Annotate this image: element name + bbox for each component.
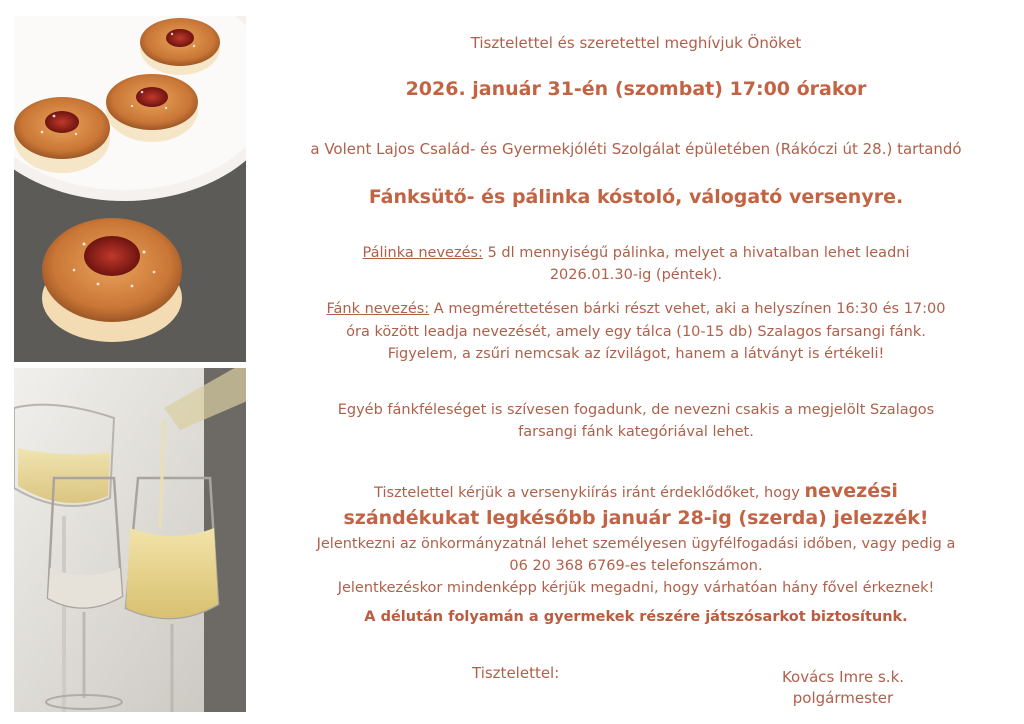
fank-entry-line2: óra között leadja nevezését, amely egy tálca (10-15 db) Szalagos farsangi fánk.: [346, 324, 926, 340]
registration-line1: [258, 480, 1014, 502]
fank-entry-text: A megmérettetésen bárki részt vehet, aki a helyszínen 16:30 és 17:00: [433, 301, 946, 317]
kids-note: A délután folyamán a gyermekek részére játszósarkot biztosítunk.: [364, 609, 908, 625]
palinka-photo: [14, 368, 246, 712]
other-donuts-line2: farsangi fánk kategóriával lehet.: [518, 424, 754, 440]
fank-entry-label: Fánk nevezés:: [326, 301, 430, 317]
signature-name: Kovács Imre s.k.: [781, 668, 905, 686]
registration-line5: Jelentkezéskor mindenképp kérjük megadni, hogy várhatóan hány fővel érkeznek!: [337, 580, 935, 596]
palinka-entry-line2: 2026.01.30-ig (péntek).: [549, 267, 723, 283]
fank-entry-line3: Figyelem, a zsűri nemcsak az ízvilágot, hanem a látványt is értékeli!: [387, 346, 885, 362]
registration-phone: 06 20 368 6769-es telefonszámon.: [509, 558, 763, 574]
registration-prefix: Tisztelettel kérjük a versenykiírás iránt érdeklődőket, hogy: [374, 485, 805, 501]
venue-line: a Volent Lajos Család- és Gyermekjóléti Szolgálat épületében (Rákóczi út 28.) tartandó: [310, 140, 962, 158]
photo-column: [14, 16, 246, 712]
signature-title: polgármester: [792, 689, 894, 707]
invitation-text: [258, 0, 1014, 724]
palinka-entry-label: Pálinka nevezés:: [362, 245, 483, 261]
donuts-photo: [14, 16, 246, 362]
palinka-entry-text: 5 dl mennyiségű pálinka, melyet a hivatalban lehet leadni: [487, 245, 910, 261]
greeting: Tisztelettel és szeretettel meghívjuk Önöket: [470, 34, 802, 52]
registration-highlight: nevezési: [804, 480, 898, 502]
other-donuts-line1: Egyéb fánkféleséget is szívesen fogadunk, de nevezni csakis a megjelölt Szalagos: [337, 402, 935, 418]
event-date: 2026. január 31-én (szombat) 17:00 órakor: [405, 78, 867, 100]
fank-entry-line1: [258, 301, 1014, 317]
palinka-entry-line1: [258, 245, 1014, 261]
signature-closing: Tisztelettel:: [472, 664, 560, 682]
registration-deadline: szándékukat legkésőbb január 28-ig (szerda) jelezzék!: [343, 507, 929, 529]
registration-line3: Jelentkezni az önkormányzatnál lehet személyesen ügyfélfogadási időben, vagy pedig a: [316, 536, 956, 552]
event-title: Fánksütő- és pálinka kóstoló, válogató versenyre.: [368, 186, 904, 208]
